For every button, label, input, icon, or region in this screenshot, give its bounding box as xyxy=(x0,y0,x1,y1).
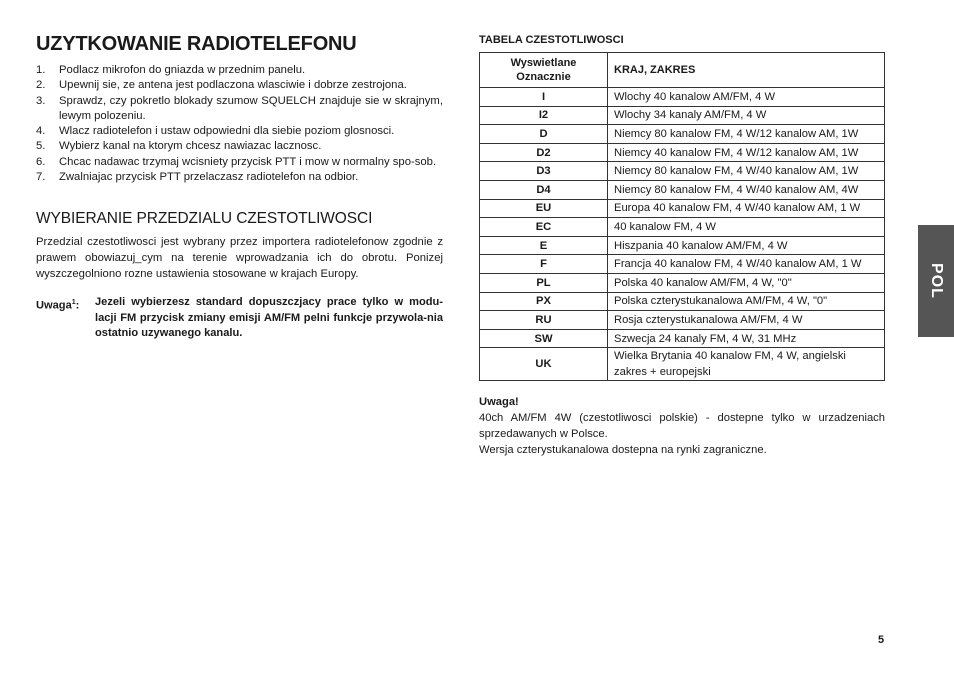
list-item: 4. Wlacz radiotelefon i ustaw odpowiedni dla siebie poziom glosnosci. xyxy=(36,125,395,138)
footnote-line-2: Wersja czterystukanalowa dostepna na rynki zagraniczne. xyxy=(479,444,767,457)
list-item: 3. Sprawdz, czy pokretlo blokady szumow SQUELCH znajduje sie w skrajnym, lewym polozeniu. xyxy=(36,94,443,122)
table-row: F Francja 40 kanalow FM, 4 W/40 kanalow AM, 1 W xyxy=(480,255,885,274)
page-number: 5 xyxy=(878,634,885,646)
table-row: PX Polska czterystukanalowa AM/FM, 4 W, "0" xyxy=(480,292,885,311)
table-row: D4 Niemcy 80 kanalow FM, 4 W/40 kanalow AM, 4W xyxy=(480,180,885,199)
frequency-intro-paragraph: Przedzial czestotliwosci jest wybrany przez importera radiotelefonow zgodnie z prawem obowiazuj_cym na terenie wprowadzania ich do obrotu. Ponizej wyszczegolniono rozne ustawienia stosowane w krajach Europy. xyxy=(36,236,443,281)
table-row: D2 Niemcy 40 kanalow FM, 4 W/12 kanalow AM, 1W xyxy=(480,143,885,162)
header-desc: KRAJ, ZAKRES xyxy=(608,53,885,88)
usage-steps-list xyxy=(36,63,443,185)
header-code: Wyswietlane Oznacznie xyxy=(480,53,608,88)
table-title: TABELA CZESTOTLIWOSCI xyxy=(479,34,624,46)
table-row: D3 Niemcy 80 kanalow FM, 4 W/40 kanalow AM, 1W xyxy=(480,162,885,181)
note-label: Uwaga$^1$: xyxy=(36,299,80,313)
footnote-block xyxy=(479,394,885,458)
note-text: Jezeli wybierzesz standard dopuszczjacy prace tylko w modu-lacji FM przycisk zmiany emisji AM/FM pelni funkcje przywola-nia ostatnio uzywanego kanalu. xyxy=(95,296,443,340)
table-row: I Wlochy 40 kanalow AM/FM, 4 W xyxy=(480,88,885,107)
list-item: 2. Upewnij sie, ze antena jest podlaczona wlasciwie i dobrze zestrojona. xyxy=(36,79,407,92)
table-row: SW Szwecja 24 kanaly FM, 4 W, 31 MHz xyxy=(480,329,885,348)
list-item: 1. Podlacz mikrofon do gniazda w przednim panelu. xyxy=(36,64,306,76)
table-row: RU Rosja czterystukanalowa AM/FM, 4 W xyxy=(480,311,885,330)
table-header-row xyxy=(480,53,885,88)
language-tab-label: POL xyxy=(927,263,945,299)
left-column xyxy=(36,33,443,342)
section-title-usage: UZYTKOWANIE RADIOTELEFONU xyxy=(36,33,357,55)
note-block xyxy=(36,295,443,342)
table-row: UK Wielka Brytania 40 kanalow FM, 4 W, angielski zakres + europejski xyxy=(480,348,885,381)
footnote-line-1: 40ch AM/FM 4W (czestotliwosci polskie) - dostepne tylko w urzadzeniach sprzedawanych w Polsce. xyxy=(479,412,885,441)
right-column xyxy=(479,33,885,458)
table-row: E Hiszpania 40 kanalow AM/FM, 4 W xyxy=(480,236,885,255)
list-item: 7. Zwalniajac przycisk PTT przelaczasz radiotelefon na odbior. xyxy=(36,171,359,184)
table-row: I2 Wlochy 34 kanaly AM/FM, 4 W xyxy=(480,106,885,125)
table-row: EC 40 kanalow FM, 4 W xyxy=(480,218,885,237)
table-row: D Niemcy 80 kanalow FM, 4 W/12 kanalow AM, 1W xyxy=(480,125,885,144)
language-tab xyxy=(918,225,954,337)
section-title-frequency: WYBIERANIE PRZEDZIALU CZESTOTLIWOSCI xyxy=(36,210,373,228)
list-item: 6. Chcac nadawac trzymaj wcisniety przycisk PTT i mow w normalny spo-sob. xyxy=(36,155,437,168)
footnote-label: Uwaga! xyxy=(479,396,519,409)
list-item: 5. Wybierz kanal na ktorym chcesz nawiazac lacznosc. xyxy=(36,140,322,153)
table-row: EU Europa 40 kanalow FM, 4 W/40 kanalow AM, 1 W xyxy=(480,199,885,218)
frequency-table xyxy=(479,52,885,381)
table-row: PL Polska 40 kanalow AM/FM, 4 W, "0" xyxy=(480,273,885,292)
